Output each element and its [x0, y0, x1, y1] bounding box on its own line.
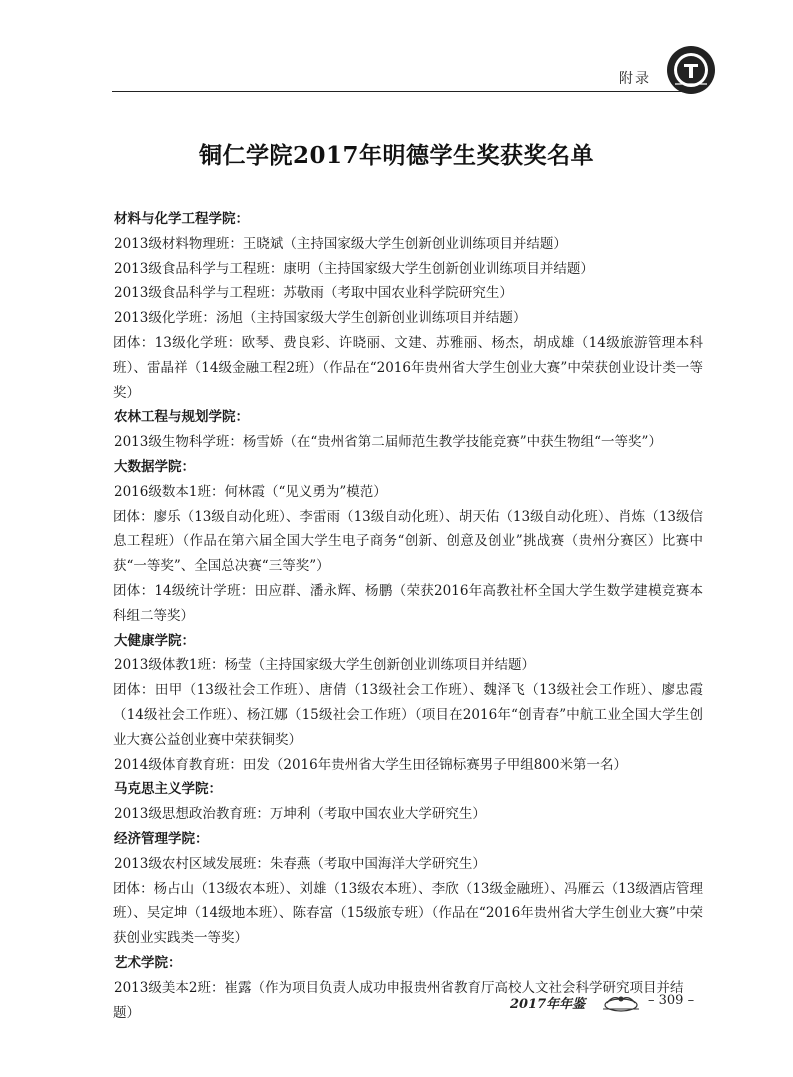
award-entry: 2014级体育教育班：田发（2016年贵州省大学生田径锦标赛男子甲组800米第一名） — [114, 756, 627, 773]
award-entry: 团体：杨占山（13级农本班）、刘雄（13级农本班）、李欣（13级金融班）、冯雁云（13级酒店管理班）、吴定坤（14级地本班）、陈春富（15级旅专班）（作品在“2016年贵州省大学生创业大赛”中荣获创业实践类一等奖） — [113, 880, 703, 947]
award-entry: 2013级食品科学与工程班：苏敬雨（考取中国农业科学院研究生） — [114, 285, 513, 302]
ornament-icon — [598, 990, 644, 1014]
college-block — [113, 405, 703, 455]
university-logo-icon — [665, 44, 717, 96]
award-list — [113, 207, 703, 1025]
award-entry: 2013级农村区域发展班：朱春燕（考取中国海洋大学研究生） — [114, 855, 486, 872]
college-name: 经济管理学院： — [114, 830, 209, 847]
award-entry: 2016级数本1班：何林霞（“见义勇为”模范） — [114, 483, 387, 500]
award-entry: 2013级体教1班：杨莹（主持国家级大学生创新创业训练项目并结题） — [114, 657, 535, 674]
college-block — [113, 629, 703, 778]
page-footer — [510, 990, 710, 1020]
award-entry: 2013级食品科学与工程班：康明（主持国家级大学生创新创业训练项目并结题） — [114, 260, 594, 277]
award-entry: 团体：14级统计学班：田应群、潘永辉、杨鹏（荣获2016年高教社杯全国大学生数学建模竞赛本科组二等奖） — [113, 582, 703, 624]
college-name: 艺术学院： — [114, 954, 182, 971]
section-label: 附录 — [619, 71, 651, 87]
award-entry: 团体：13级化学班：欧琴、费良彩、许晓丽、文建、苏雅丽、杨杰，胡成雄（14级旅游管理本科班）、雷晶祥（14级金融工程2班）（作品在“2016年贵州省大学生创业大赛”中荣获创业设计类一等奖） — [113, 334, 703, 401]
college-block — [113, 827, 703, 951]
college-name: 大健康学院： — [114, 632, 195, 649]
award-entry: 团体：田甲（13级社会工作班）、唐倩（13级社会工作班）、魏泽飞（13级社会工作班）、廖忠霞（14级社会工作班）、杨江娜（15级社会工作班）（项目在2016年“创青春”中航工业全国大学生创业大赛公益创业赛中荣获铜奖） — [113, 682, 703, 748]
header-rule — [112, 91, 695, 92]
college-name: 农林工程与规划学院： — [114, 409, 249, 426]
college-name: 大数据学院： — [114, 458, 195, 475]
college-block — [113, 777, 703, 827]
page-title: 铜仁学院2017年明德学生奖获奖名单 — [198, 142, 594, 169]
college-block — [113, 207, 703, 405]
college-name: 材料与化学工程学院： — [114, 211, 249, 227]
college-name: 马克思主义学院： — [114, 781, 222, 798]
award-entry: 2013级化学班：汤旭（主持国家级大学生创新创业训练项目并结题） — [114, 310, 527, 327]
award-entry: 2013级材料物理班：王晓斌（主持国家级大学生创新创业训练项目并结题） — [114, 235, 567, 252]
award-entry: 2013级美本2班：崔露（作为项目负责人成功申报贵州省教育厅高校人文社会科学研究项目并结题） — [113, 979, 684, 1021]
page-number: – 309 – — [648, 993, 695, 1008]
award-entry: 2013级思想政治教育班：万坤利（考取中国农业大学研究生） — [114, 806, 486, 823]
award-entry: 2013级生物科学班：杨雪娇（在“贵州省第二届师范生教学技能竞赛”中获生物组“一等奖”） — [114, 434, 662, 451]
college-block — [113, 455, 703, 629]
yearbook-label: 2017年年鉴 — [510, 997, 586, 1012]
award-entry: 团体：廖乐（13级自动化班）、李雷雨（13级自动化班）、胡天佑（13级自动化班）、肖炼（13级信息工程班）（作品在第六届全国大学生电子商务“创新、创意及创业”挑战赛（贵州分赛区）比赛中获“一等奖”、全国总决赛“三等奖”） — [113, 508, 703, 575]
